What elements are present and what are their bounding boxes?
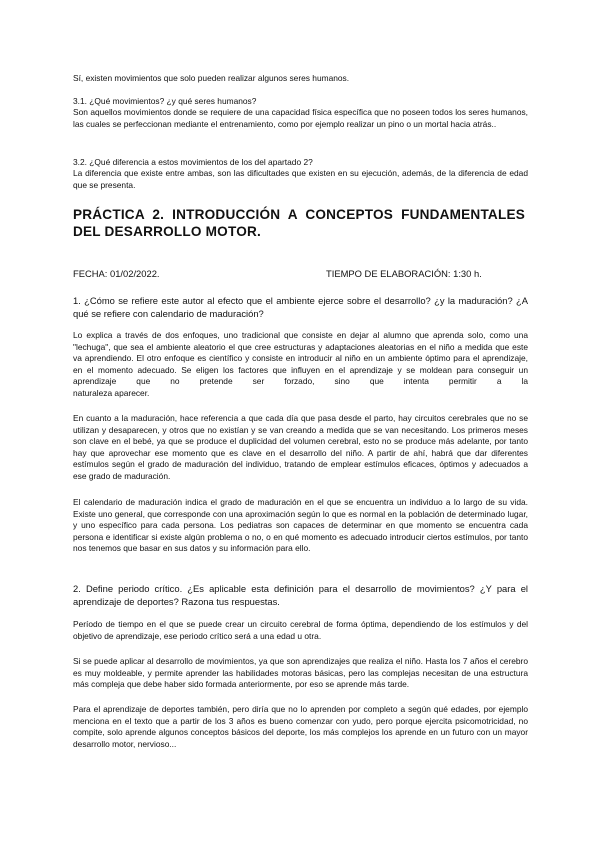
question-3-2: 3.2. ¿Qué diferencia a estos movimientos de los del apartado 2? (73, 157, 313, 167)
answer-2-paragraph-1: Período de tiempo en el que se puede crear un circuito cerebral de forma óptima, dependiendo de los estímulos y del objetivo de aprendizaje, ese periodo crítico será a una edad u otra. (73, 619, 528, 641)
practice-title: PRÁCTICA 2. INTRODUCCIÓN A CONCEPTOS FUNDAMENTALES DEL DESARROLLO MOTOR. (73, 207, 525, 239)
answer-1-paragraph-1-main: Lo explica a través de dos enfoques, uno tradicional que consiste en dejar al alumno que aprenda solo, como una "lechuga", que sea el ambiente aleatorio el que cree estructuras y adaptaciones aleatorias en el niño a medida que este va aprendiendo. El otro enfoque es científico y consiste en introducir al niño en un ambiente óptimo para el aprendizaje, en el momento adecuado. Se eligen los factores que influyen en el aprendizaje y se moldean para conseguir un aprendizaje que no pretende ser forzado, sino que intenta permitir a la (73, 330, 528, 387)
answer-1-paragraph-1 (73, 330, 528, 400)
intro-line: Sí, existen movimientos que solo pueden realizar algunos seres humanos. (73, 73, 350, 83)
answer-1-paragraph-2: En cuanto a la maduración, hace referencia a que cada día que pasa desde el parto, hay circuitos cerebrales que no se utilizan y desaparecen, y otros que no existían y se van creando a medida que se van necesitando. Los primeros meses son clave en el bebé, ya que se produce el duplicidad del volumen cerebral, esto no se produce más adelante, por tanto hay que aprovechar ese momento que es clave en el desarrollo del niño. A partir de ahí, habrá que dar diferentes estímulos según el grado de maduración del individuo, tratando de emplear estímulos eficaces, óptimos y adecuados a ese grado de maduración. (73, 413, 528, 481)
answer-2-paragraph-3: Para el aprendizaje de deportes también, pero diría que no lo aprenden por completo a según qué edades, por ejemplo menciona en el texto que a partir de los 3 años es bueno comenzar con yudo, pero porque ejercita psicomotricidad, no compite, solo aprende algunos conceptos básicos del deporte, los más complejos los aprende en un futuro con un mayor desarrollo motor, nervioso... (73, 704, 528, 749)
answer-2-paragraph-2: Si se puede aplicar al desarrollo de movimientos, ya que son aprendizajes que realiza el niño. Hasta los 7 años el cerebro es muy moldeable, y permite aprender las habilidades motoras básicas, pero las complejas necesitan de una estructura más compleja que debe haber sido formada anteriormente, por eso se aprende más tarde. (73, 656, 528, 690)
question-1: 1. ¿Cómo se refiere este autor al efecto que el ambiente ejerce sobre el desarrollo? ¿y la maduración? ¿A qué se refiere con calendario de maduración? (73, 295, 528, 319)
answer-3-1: Son aquellos movimientos donde se requiere de una capacidad física específica que no poseen todos los seres humanos, las cuales se perfeccionan mediante el entrenamiento, como por ejemplo realizar un pino o un mortal hacia atrás.. (73, 107, 528, 129)
elaboration-time-label: TIEMPO DE ELABORACIÓN: 1:30 h. (326, 268, 482, 279)
question-2: 2. Define periodo crítico. ¿Es aplicable esta definición para el desarrollo de movimientos? ¿Y para el aprendizaje de deportes? Razona tus respuestas. (73, 583, 528, 607)
date-label: FECHA: 01/02/2022. (73, 268, 160, 279)
answer-3-2: La diferencia que existe entre ambas, son las dificultades que existen en su ejecución, además, de la diferencia de edad que se presenta. (73, 168, 528, 190)
answer-1-paragraph-1-last: naturaleza aparecer. (73, 387, 150, 398)
question-3-1: 3.1. ¿Qué movimientos? ¿y qué seres humanos? (73, 96, 257, 106)
answer-1-paragraph-3: El calendario de maduración indica el grado de maduración en el que se encuentra un individuo a lo largo de su vida. Existe uno general, que corresponde con una aproximación según lo que es normal en la población de determinado lugar, y uno específico para cada persona. Los pediatras son capaces de determinar en que momento se encuentra cada persona e identificar si existe algún problema o no, o en qué momento es adecuado introducir ciertos estímulos, por tanto nos tenemos que basar en sus datos y su información para ello. (73, 497, 528, 554)
